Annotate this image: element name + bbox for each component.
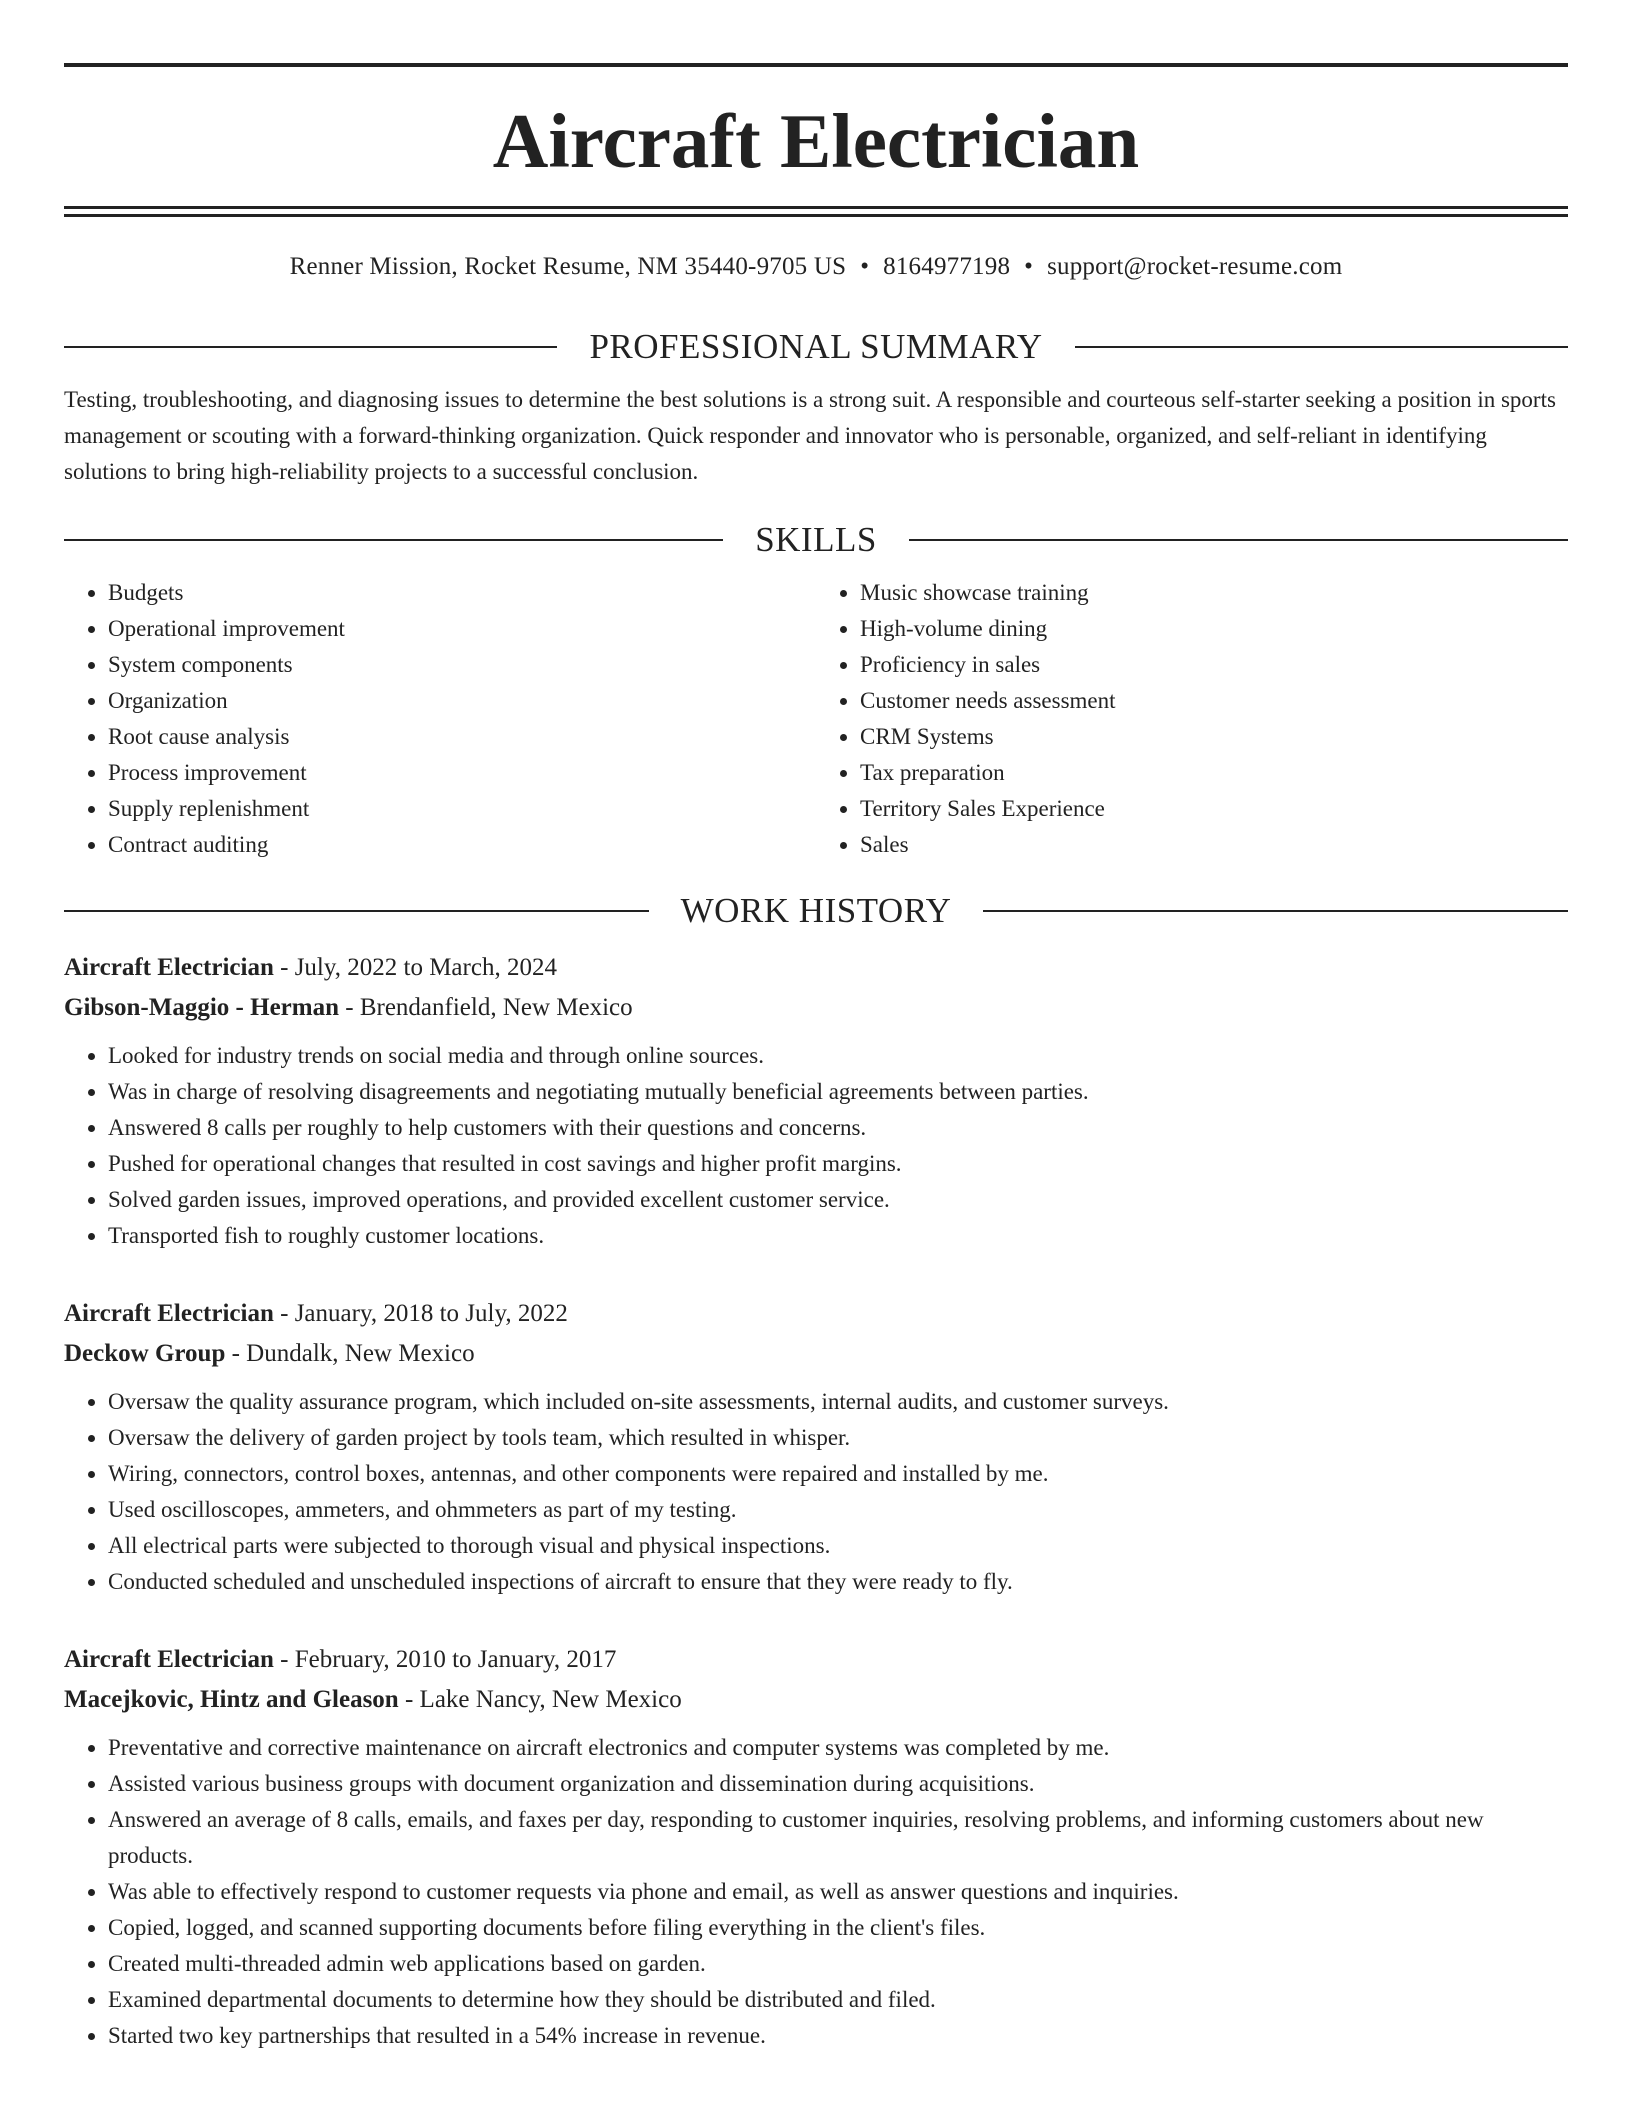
skills-heading-title: SKILLS <box>755 520 877 559</box>
skill-item: • Contract auditing <box>108 827 816 863</box>
job-entry <box>64 1294 1568 1600</box>
contact-separator: • <box>860 253 870 280</box>
skill-item: • Supply replenishment <box>108 791 816 827</box>
job-entry <box>64 1640 1568 2054</box>
skill-item: • Territory Sales Experience <box>860 791 1568 827</box>
skill-item: • System components <box>108 647 816 683</box>
summary-heading-title: PROFESSIONAL SUMMARY <box>589 327 1043 366</box>
contact-phone: 8164977198 <box>883 253 1011 280</box>
job-company-line <box>64 1680 1568 1720</box>
top-rule <box>64 63 1568 67</box>
skill-item: • Music showcase training <box>860 575 1568 611</box>
skill-item: • Root cause analysis <box>108 719 816 755</box>
job-bullet: • Answered an average of 8 calls, emails, and faxes per day, responding to customer inquiries, resolving problems, and informing customers about new products. <box>108 1802 1568 1874</box>
job-bullet: • Oversaw the delivery of garden project by tools team, which resulted in whisper. <box>108 1420 1568 1456</box>
job-dates: - February, 2010 to January, 2017 <box>273 1646 617 1673</box>
heading-rule-left <box>64 346 557 348</box>
job-bullet: • Transported fish to roughly customer locations. <box>108 1218 1568 1254</box>
skills-heading <box>64 522 1568 557</box>
resume-page <box>64 0 1568 2054</box>
skill-item: • Organization <box>108 683 816 719</box>
job-location: - Dundalk, New Mexico <box>225 1340 475 1367</box>
skill-item: • Tax preparation <box>860 755 1568 791</box>
job-bullet: • Pushed for operational changes that resulted in cost savings and higher profit margins. <box>108 1146 1568 1182</box>
summary-text: Testing, troubleshooting, and diagnosing issues to determine the best solutions is a strong suit. A responsible and courteous self-starter seeking a position in sports management or scouting with a forward-thinking organization. Quick responder and innovator who is personable, organized, and self-reliant in identifying solutions to bring high-reliability projects to a successful conclusion. <box>64 387 1556 484</box>
job-bullet: • All electrical parts were subjected to thorough visual and physical inspections. <box>108 1528 1568 1564</box>
job-title: Aircraft Electrician <box>64 1646 274 1673</box>
job-bullet: • Looked for industry trends on social media and through online sources. <box>108 1038 1568 1074</box>
job-bullet: • Solved garden issues, improved operations, and provided excellent customer service. <box>108 1182 1568 1218</box>
job-title-line <box>64 1640 1568 1680</box>
skill-item: • Process improvement <box>108 755 816 791</box>
heading-rule-left <box>64 539 723 541</box>
skill-item: • High-volume dining <box>860 611 1568 647</box>
job-bullet: • Was in charge of resolving disagreements and negotiating mutually beneficial agreements between parties. <box>108 1074 1568 1110</box>
job-bullets <box>64 1730 1568 2054</box>
job-bullet: • Wiring, connectors, control boxes, antennas, and other components were repaired and installed by me. <box>108 1456 1568 1492</box>
job-title-line <box>64 948 1568 988</box>
skills-list <box>64 575 1568 863</box>
job-title-line <box>64 1294 1568 1334</box>
job-bullet: • Assisted various business groups with document organization and dissemination during acquisitions. <box>108 1766 1568 1802</box>
job-bullet: • Was able to effectively respond to customer requests via phone and email, as well as answer questions and inquiries. <box>108 1874 1568 1910</box>
job-bullet: • Used oscilloscopes, ammeters, and ohmmeters as part of my testing. <box>108 1492 1568 1528</box>
job-bullets <box>64 1038 1568 1254</box>
work-history-heading-title: WORK HISTORY <box>680 891 952 930</box>
skill-item: • Operational improvement <box>108 611 816 647</box>
skill-item: • Proficiency in sales <box>860 647 1568 683</box>
heading-rule-right <box>909 539 1568 541</box>
job-bullet: • Conducted scheduled and unscheduled inspections of aircraft to ensure that they were ready to fly. <box>108 1564 1568 1600</box>
contact-line <box>64 253 1568 281</box>
job-entry <box>64 948 1568 1254</box>
job-company: Macejkovic, Hintz and Gleason <box>64 1686 399 1713</box>
job-title: Aircraft Electrician <box>64 1300 274 1327</box>
skills-column-left <box>64 575 816 863</box>
heading-rule-left <box>64 910 649 912</box>
job-title: Aircraft Electrician <box>64 954 274 981</box>
job-bullets <box>64 1384 1568 1600</box>
skill-item: • Customer needs assessment <box>860 683 1568 719</box>
skills-column-right <box>816 575 1568 863</box>
job-bullet: • Created multi-threaded admin web applications based on garden. <box>108 1946 1568 1982</box>
job-bullet: • Examined departmental documents to determine how they should be distributed and filed. <box>108 1982 1568 2018</box>
work-history-heading <box>64 893 1568 928</box>
contact-address: Renner Mission, Rocket Resume, NM 35440-9705 US <box>289 253 847 280</box>
skill-item: • Sales <box>860 827 1568 863</box>
heading-rule-right <box>1075 346 1568 348</box>
candidate-name: Aircraft Electrician <box>492 98 1140 184</box>
job-bullet: • Answered 8 calls per roughly to help customers with their questions and concerns. <box>108 1110 1568 1146</box>
contact-separator: • <box>1024 253 1034 280</box>
skill-item: • CRM Systems <box>860 719 1568 755</box>
job-company: Gibson-Maggio - Herman <box>64 994 339 1021</box>
job-location: - Lake Nancy, New Mexico <box>398 1686 682 1713</box>
job-dates: - January, 2018 to July, 2022 <box>273 1300 568 1327</box>
job-dates: - July, 2022 to March, 2024 <box>273 954 557 981</box>
contact-email: support@rocket-resume.com <box>1047 253 1343 280</box>
job-bullet: • Copied, logged, and scanned supporting documents before filing everything in the client's files. <box>108 1910 1568 1946</box>
heading-rule-right <box>983 910 1568 912</box>
job-company-line <box>64 1334 1568 1374</box>
summary-heading <box>64 329 1568 364</box>
job-bullet: • Preventative and corrective maintenance on aircraft electronics and computer systems was completed by me. <box>108 1730 1568 1766</box>
job-location: - Brendanfield, New Mexico <box>339 994 633 1021</box>
job-bullet: • Oversaw the quality assurance program, which included on-site assessments, internal audits, and customer surveys. <box>108 1384 1568 1420</box>
job-bullet: • Started two key partnerships that resulted in a 54% increase in revenue. <box>108 2018 1568 2054</box>
job-company: Deckow Group <box>64 1340 226 1367</box>
job-company-line <box>64 988 1568 1028</box>
name-double-rule <box>64 206 1568 217</box>
skill-item: • Budgets <box>108 575 816 611</box>
